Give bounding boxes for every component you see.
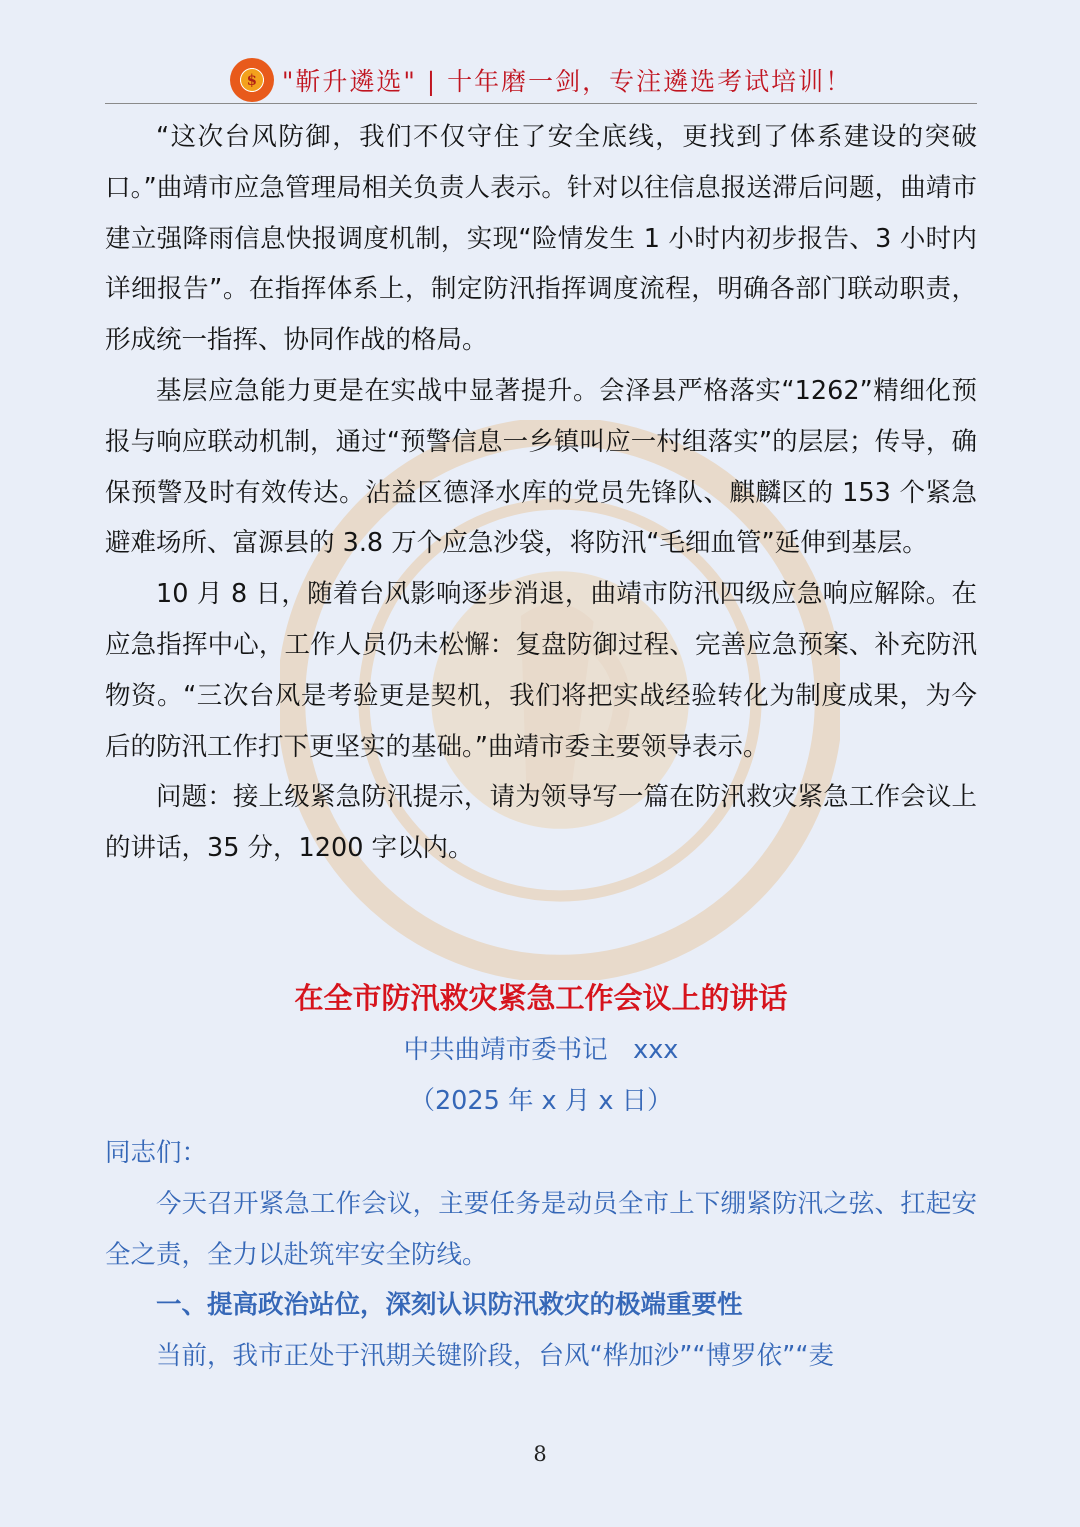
xinsheng-logo-icon: $ [230,58,274,102]
page-number: 8 [533,1442,547,1466]
speech-salutation: 同志们： [105,1138,208,1168]
speech-intro: 今天召开紧急工作会议，主要任务是动员全市上下绷紧防汛之弦、扛起安全之责，全力以赴筑牢安全防线。 [105,1188,977,1270]
speech-heading: 一、提高政治站位，深刻认识防汛救灾的极端重要性 [156,1290,743,1321]
question-paragraph: 问题：接上级紧急防汛提示，请为领导写一篇在防汛救灾紧急工作会议上的讲话，35 分，1200 字以内。 [105,782,977,864]
article-paragraph: 基层应急能力更是在实战中显著提升。会泽县严格落实“1262”精细化预报与响应联动机制，通过“预警信息一乡镇叫应一村组落实”的层层；传导，确保预警及时有效传达。沾益区德泽水库的党员先锋队、麒麟区的 153 个紧急避难场所、富源县的 3.8 万个应急沙袋，将防汛“毛细血管”延伸到基层。 [105,375,977,559]
article-body [105,112,977,874]
speech-section-text: 当前，我市正处于汛期关键阶段，台风“桦加沙”“博罗依”“麦 [156,1341,835,1372]
speech-body [105,1128,977,1382]
header-divider [105,103,977,104]
article-paragraph: “这次台风防御，我们不仅守住了安全底线，更找到了体系建设的突破口。”曲靖市应急管理局相关负责人表示。针对以往信息报送滞后问题，曲靖市建立强降雨信息快报调度机制，实现“险情发生 1 小时内初步报告、3 小时内详细报告”。在指挥体系上，制定防汛指挥调度流程，明确各部门联动职责，形成统一指挥、协同作战的格局。 [105,122,977,356]
document-header [105,56,977,104]
speech-title: 在全市防汛救灾紧急工作会议上的讲话 [294,981,788,1015]
article-paragraph: 10 月 8 日，随着台风影响逐步消退，曲靖市防汛四级应急响应解除。在应急指挥中心，工作人员仍未松懈：复盘防御过程、完善应急预案、补充防汛物资。“三次台风是考验更是契机，我们将把实战经验转化为制度成果，为今后的防汛工作打下更坚实的基础。”曲靖市委主要领导表示。 [105,579,977,762]
speech-date: （2025 年 x 月 x 日） [409,1086,673,1116]
header-slogan: "靳升遴选" | 十年磨一剑，专注遴选考试培训！ [281,67,853,96]
speech-author: 中共曲靖市委书记 xxx [403,1035,679,1065]
